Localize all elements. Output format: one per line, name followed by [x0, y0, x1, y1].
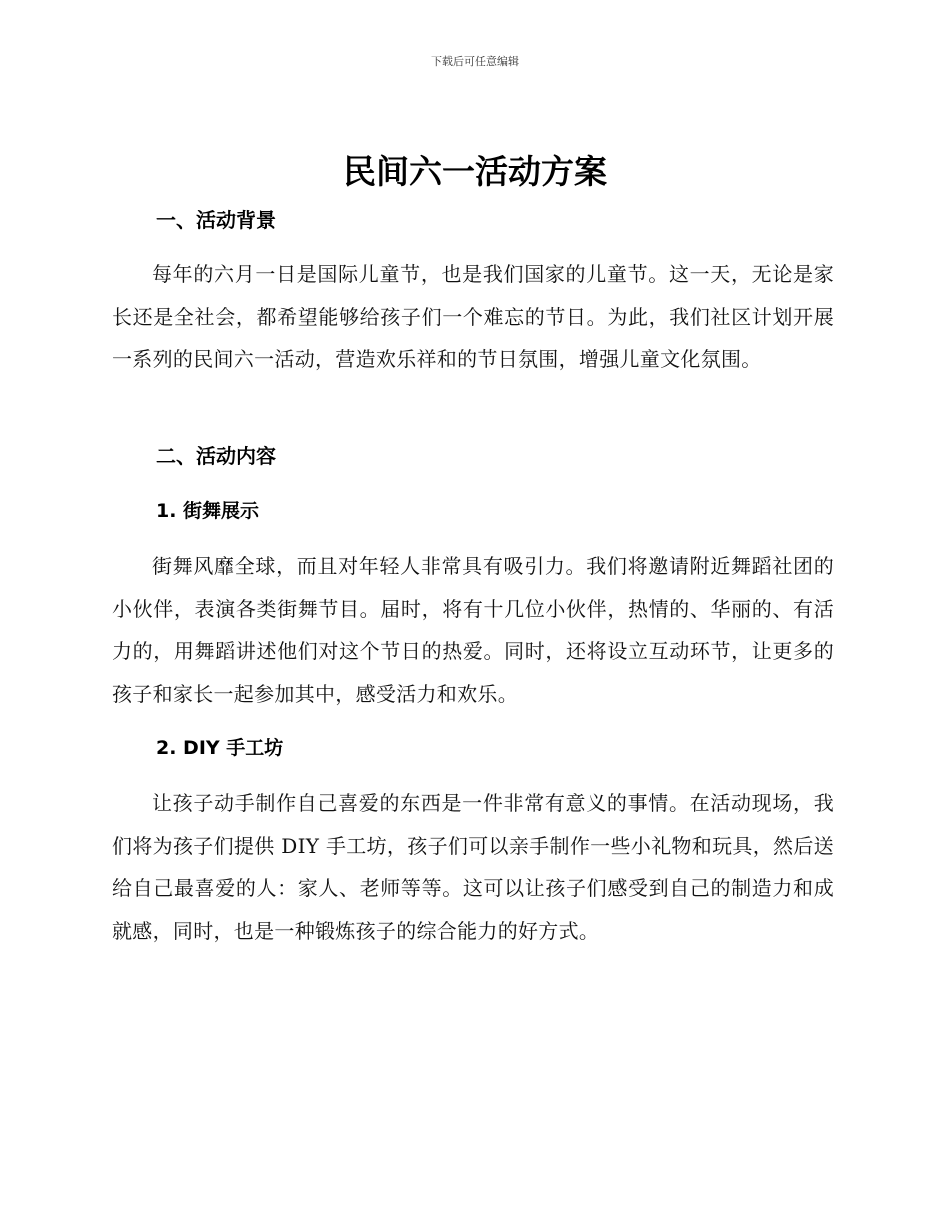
subheading-street-dance: 1. 街舞展示 [156, 500, 260, 522]
section-heading-background: 一、活动背景 [156, 208, 276, 232]
subheading-diy-workshop: 2. DIY 手工坊 [156, 737, 284, 759]
document-title: 民间六一活动方案 [343, 152, 607, 191]
section-heading-content: 二、活动内容 [156, 444, 276, 468]
paragraph-diy-workshop: 让孩子动手制作自己喜爱的东西是一件非常有意义的事情。在活动现场，我们将为孩子们提供 DIY 手工坊，孩子们可以亲手制作一些小礼物和玩具，然后送给自己最喜爱的人：家人、老师等等。这可以让孩子们感受到自己的制造力和成就感，同时，也是一种锻炼孩子的综合能力的好方式。 [112, 791, 834, 943]
paragraph-street-dance: 街舞风靡全球，而且对年轻人非常具有吸引力。我们将邀请附近舞蹈社团的小伙伴，表演各类街舞节目。届时，将有十几位小伙伴，热情的、华丽的、有活力的，用舞蹈讲述他们对这个节日的热爱。同时，还将设立互动环节，让更多的孩子和家长一起参加其中，感受活力和欢乐。 [112, 554, 834, 706]
page-header-note: 下载后可任意编辑 [431, 55, 519, 68]
paragraph-background: 每年的六月一日是国际儿童节，也是我们国家的儿童节。这一天，无论是家长还是全社会，都希望能够给孩子们一个难忘的节日。为此，我们社区计划开展一系列的民间六一活动，营造欢乐祥和的节日氛围，增强儿童文化氛围。 [112, 262, 834, 371]
